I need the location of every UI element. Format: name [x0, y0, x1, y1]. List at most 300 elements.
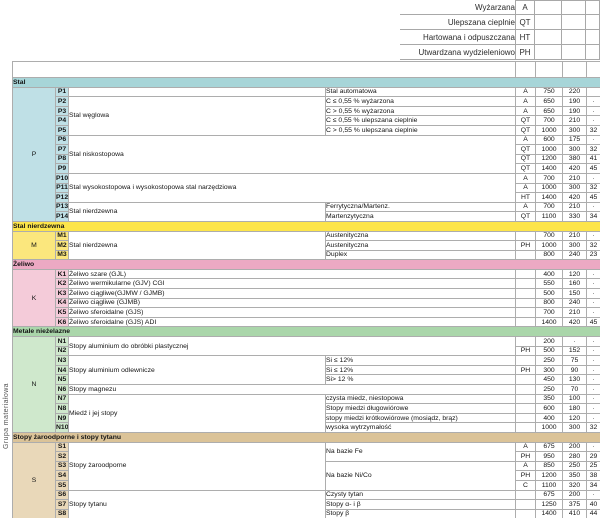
value-cell: ·	[587, 308, 600, 318]
value-cell: ·	[587, 107, 600, 117]
value-cell: 1000	[536, 145, 563, 155]
table-row	[13, 337, 600, 347]
value-cell: 34	[587, 481, 600, 491]
value-cell: 250	[536, 385, 563, 395]
row-code: K4	[56, 299, 69, 309]
value-cell: 700	[536, 203, 563, 213]
value-cell: 41	[587, 155, 600, 165]
value-cell: 300	[563, 184, 587, 194]
table-row	[13, 318, 600, 328]
material-subtype: Stopy β	[326, 510, 516, 518]
table-row	[13, 327, 600, 337]
category-band: Stopy żaroodporne i stopy tytanu	[13, 433, 600, 443]
treatment-code: A	[516, 203, 536, 213]
legend-empty-cell	[535, 30, 562, 45]
treatment-code: PH	[515, 45, 535, 60]
value-cell	[587, 62, 600, 78]
value-cell: 500	[536, 347, 563, 357]
material-subtype: wysoka wytrzymałość	[326, 423, 516, 433]
treatment-code: QT	[516, 164, 536, 174]
value-cell: 500	[536, 289, 563, 299]
value-cell: ·	[587, 203, 600, 213]
group-letter: M	[13, 232, 56, 261]
legend-empty-cell	[586, 45, 600, 60]
row-code: P1	[56, 88, 69, 98]
row-code: P7	[56, 145, 69, 155]
value-cell	[563, 62, 587, 78]
value-cell: 650	[536, 97, 563, 107]
treatment-code	[516, 308, 536, 318]
value-cell: 950	[536, 452, 563, 462]
row-code: P8	[56, 155, 69, 165]
value-cell: 800	[536, 251, 563, 261]
value-cell: 29	[587, 452, 600, 462]
value-cell: ·	[587, 491, 600, 501]
treatment-legend	[400, 0, 600, 60]
material-subtype: Ferrytyczna/Martenz.	[326, 203, 516, 213]
value-cell: 800	[536, 299, 563, 309]
value-cell: 600	[536, 136, 563, 146]
value-cell: 45	[587, 193, 600, 203]
row-code: P14	[56, 213, 69, 221]
value-cell: 700	[536, 174, 563, 184]
category-band: Stal	[13, 78, 600, 88]
row-code: S1	[56, 443, 69, 453]
value-cell: 200	[536, 337, 563, 347]
value-cell: 120	[563, 270, 587, 280]
value-cell: 650	[536, 107, 563, 117]
treatment-code	[516, 337, 536, 347]
treatment-code: QT	[515, 15, 535, 30]
treatment-code: PH	[516, 241, 536, 251]
material-description: Żeliwo szare (GJL)	[69, 270, 516, 280]
treatment-code: PH	[516, 471, 536, 481]
value-cell: ·	[587, 97, 600, 107]
row-code: K3	[56, 289, 69, 299]
treatment-code: A	[516, 184, 536, 194]
value-cell: 32	[587, 184, 600, 194]
treatment-code: A	[516, 88, 536, 98]
value-cell: ·	[587, 443, 600, 453]
treatment-code	[516, 356, 536, 366]
value-cell: ·	[587, 347, 600, 357]
value-cell: 420	[563, 318, 587, 328]
treatment-code	[516, 279, 536, 289]
value-cell: 420	[563, 193, 587, 203]
row-code: P2	[56, 97, 69, 107]
row-code: K6	[56, 318, 69, 328]
treatment-code	[516, 404, 536, 414]
material-description: Żeliwo sferoidalne (GJS)	[69, 308, 516, 318]
value-cell: 1100	[536, 481, 563, 491]
value-cell: ·	[587, 404, 600, 414]
group-letter: P	[13, 88, 56, 222]
table-row	[13, 270, 600, 280]
material-description: Stopy magnezu	[69, 385, 516, 395]
row-code: P11	[56, 184, 68, 192]
row-code: N9	[56, 414, 69, 424]
row-code: N4	[56, 366, 69, 376]
material-description: Żeliwo ciągliwe(GJMW / GJMB)	[69, 289, 516, 299]
value-cell: 1400	[536, 164, 563, 174]
material-subtype: Stopy miedzi długowiórowe	[326, 404, 516, 414]
treatment-code	[516, 414, 536, 424]
row-code: M1	[56, 232, 69, 242]
value-cell: 250	[563, 462, 587, 472]
table-row	[13, 97, 600, 107]
value-cell: ·	[587, 385, 600, 395]
table-row	[13, 289, 600, 299]
value-cell: 1400	[536, 510, 563, 518]
value-cell: 210	[563, 116, 587, 126]
material-subtype: Si ≤ 12%	[326, 366, 516, 376]
value-cell: 210	[563, 174, 587, 184]
treatment-name: Hartowana i odpuszczana	[400, 30, 515, 45]
row-code: N7	[56, 395, 69, 405]
value-cell: 1000	[536, 423, 563, 433]
row-code: S7	[56, 500, 69, 510]
legend-empty-cell	[586, 30, 600, 45]
material-subtype: stopy miedzi krótkowiórowe (mosiądz, brąz)	[326, 414, 516, 424]
value-cell: 75	[563, 356, 587, 366]
value-cell: 250	[536, 356, 563, 366]
treatment-code: HT	[515, 30, 535, 45]
value-cell: 200	[563, 443, 587, 453]
row-code: P10	[56, 174, 69, 182]
material-subtype: Duplex	[326, 251, 516, 261]
value-cell: 400	[536, 270, 563, 280]
table-row	[13, 308, 600, 318]
row-code: K5	[56, 308, 69, 318]
row-code: P5	[56, 126, 69, 136]
treatment-code: C	[516, 481, 536, 491]
treatment-code: PH	[516, 452, 536, 462]
treatment-code	[516, 500, 536, 510]
material-subtype: Si ≤ 12%	[326, 356, 516, 366]
table-row	[13, 433, 600, 443]
value-cell: 330	[563, 212, 587, 222]
material-subtype: Na bazie Ni/Co	[326, 462, 516, 491]
value-cell: 1200	[536, 155, 563, 165]
value-cell: 70	[563, 385, 587, 395]
value-cell: 25	[587, 462, 600, 472]
treatment-code	[516, 318, 536, 328]
treatment-code	[516, 510, 536, 518]
value-cell: 450	[536, 375, 563, 385]
row-code: P13	[56, 203, 69, 211]
material-description: Stopy tytanu	[69, 491, 326, 518]
value-cell: 32	[587, 145, 600, 155]
treatment-code: QT	[516, 145, 536, 155]
group-letter: N	[13, 337, 56, 433]
legend-empty-cell	[535, 15, 562, 30]
legend-empty-cell	[562, 30, 586, 45]
value-cell: 210	[563, 232, 587, 242]
row-code: P6	[56, 136, 69, 146]
legend-empty-cell	[562, 15, 586, 30]
material-subtype: C > 0,55 % wyżarzona	[326, 107, 516, 117]
empty-cell	[13, 62, 516, 78]
material-subtype: Czysty tytan	[326, 491, 516, 501]
value-cell: 300	[563, 145, 587, 155]
table-row	[13, 299, 600, 309]
group-letter: S	[13, 443, 56, 518]
value-cell: 700	[536, 116, 563, 126]
value-cell: ·	[587, 366, 600, 376]
material-description: Stal niskostopowa	[69, 136, 516, 174]
value-cell: ·	[563, 337, 587, 347]
material-description: Stopy żaroodporne	[69, 443, 326, 491]
row-code: S5	[56, 481, 69, 491]
value-cell: 90	[563, 366, 587, 376]
value-cell	[536, 62, 563, 78]
material-description: Miedź i jej stopy	[69, 395, 326, 433]
table-row	[13, 62, 600, 78]
value-cell: 130	[563, 375, 587, 385]
value-cell: 1200	[536, 471, 563, 481]
value-cell: ·	[587, 375, 600, 385]
value-cell: 300	[536, 366, 563, 376]
treatment-code: A	[516, 136, 536, 146]
value-cell: 100	[563, 395, 587, 405]
legend-empty-cell	[535, 45, 562, 60]
material-subtype: czysta miedz, niestopowa	[326, 395, 516, 405]
value-cell: 600	[536, 404, 563, 414]
row-code: S8	[56, 510, 69, 518]
value-cell: 675	[536, 443, 563, 453]
row-code: N5	[56, 375, 69, 385]
row-code: N2	[56, 347, 69, 357]
treatment-code: QT	[516, 155, 536, 165]
material-subtype: Na bazie Fe	[326, 443, 516, 462]
material-description: Stal wysokostopowa i wysokostopowa stal narzędziowa	[69, 174, 516, 203]
value-cell: 32	[587, 126, 600, 136]
table-row	[13, 385, 600, 395]
value-cell: 550	[536, 279, 563, 289]
treatment-name: Utwardzana wydzieleniowo	[400, 45, 515, 60]
treatment-code: A	[516, 462, 536, 472]
value-cell: ·	[587, 270, 600, 280]
legend-empty-cell	[562, 45, 586, 60]
table-row	[13, 491, 600, 501]
material-description: Stal węglowa	[69, 97, 326, 135]
row-code: K2	[56, 279, 69, 289]
treatment-code: QT	[516, 116, 536, 126]
material-description: Stopy aluminium do obróbki plastycznej	[69, 337, 516, 356]
material-description: Stal nierdzewna	[69, 232, 326, 261]
table-row	[13, 78, 600, 88]
row-code: S2	[56, 452, 69, 462]
row-code: M2	[56, 241, 69, 251]
treatment-code: A	[516, 97, 536, 107]
legend-empty-cell	[586, 0, 600, 15]
value-cell	[587, 88, 600, 98]
value-cell: ·	[587, 289, 600, 299]
category-band: Metale nieżelazne	[13, 327, 600, 337]
value-cell: 420	[563, 164, 587, 174]
value-cell: 240	[563, 299, 587, 309]
value-cell: 1100	[536, 212, 563, 222]
value-cell: 23	[587, 251, 600, 261]
category-band: Stal nierdzewna	[13, 222, 600, 232]
value-cell: 220	[563, 88, 587, 98]
treatment-code: QT	[516, 212, 536, 222]
material-subtype: Austenityczna	[326, 232, 516, 242]
value-cell: 410	[563, 510, 587, 518]
value-cell: 1000	[536, 126, 563, 136]
value-cell: 300	[563, 241, 587, 251]
value-cell: ·	[587, 414, 600, 424]
material-description	[69, 88, 326, 98]
group-letter: K	[13, 270, 56, 328]
value-cell: 1400	[536, 318, 563, 328]
value-cell: 1400	[536, 193, 563, 203]
value-cell: 300	[563, 423, 587, 433]
table-row	[13, 395, 600, 405]
value-cell: ·	[587, 299, 600, 309]
treatment-code: QT	[516, 126, 536, 136]
value-cell: ·	[587, 174, 600, 184]
table-row	[13, 136, 600, 146]
value-cell: 152	[563, 347, 587, 357]
value-cell: 120	[563, 414, 587, 424]
table-row	[13, 222, 600, 232]
table-row	[13, 443, 600, 453]
value-cell: 1000	[536, 184, 563, 194]
row-code: S6	[56, 491, 69, 501]
row-code: N10	[56, 424, 69, 432]
value-cell: ·	[587, 356, 600, 366]
treatment-code: A	[516, 443, 536, 453]
value-cell: 210	[563, 203, 587, 213]
value-cell: 850	[536, 462, 563, 472]
value-cell: 700	[536, 232, 563, 242]
group-axis-label: Grupa materiałowa	[3, 383, 10, 449]
value-cell: ·	[587, 116, 600, 126]
value-cell: ·	[587, 395, 600, 405]
treatment-code: PH	[516, 347, 536, 357]
value-cell: 45	[587, 164, 600, 174]
treatment-code: A	[516, 107, 536, 117]
treatment-code	[516, 491, 536, 501]
value-cell: ·	[587, 279, 600, 289]
material-subtype: C > 0,55 % ulepszana cieplnie	[326, 126, 516, 136]
value-cell: 200	[563, 491, 587, 501]
value-cell: 240	[563, 251, 587, 261]
material-subtype: Stal automatowa	[326, 88, 516, 98]
value-cell: 400	[536, 414, 563, 424]
row-code: N8	[56, 404, 69, 414]
value-cell: 700	[536, 308, 563, 318]
value-cell: 750	[536, 88, 563, 98]
value-cell: 160	[563, 279, 587, 289]
row-code: P4	[56, 116, 69, 126]
material-description: Żeliwo sferoidalne (GJS) ADI	[69, 318, 516, 328]
value-cell: 34	[587, 212, 600, 222]
table-row	[13, 356, 600, 366]
value-cell: 675	[536, 491, 563, 501]
row-code: N3	[56, 356, 69, 366]
legend-empty-cell	[586, 15, 600, 30]
value-cell: 190	[563, 97, 587, 107]
treatment-code	[516, 289, 536, 299]
material-description: Stopy aluminium odlewnicze	[69, 356, 326, 385]
treatment-code: A	[516, 174, 536, 184]
treatment-code	[516, 251, 536, 261]
row-code: K1	[56, 270, 69, 280]
table-row	[13, 174, 600, 184]
value-cell: 320	[563, 481, 587, 491]
value-cell: ·	[587, 232, 600, 242]
treatment-name: Wyżarzana	[400, 0, 515, 15]
material-description: Żeliwo wermikularne (GJV) CGI	[69, 279, 516, 289]
value-cell: 350	[563, 471, 587, 481]
value-cell: ·	[587, 337, 600, 347]
material-subtype: Austenityczna	[326, 241, 516, 251]
treatment-code: A	[515, 0, 535, 15]
value-cell: 380	[563, 155, 587, 165]
value-cell: 280	[563, 452, 587, 462]
value-cell: 45	[587, 318, 600, 328]
value-cell: 375	[563, 500, 587, 510]
table-row	[13, 203, 600, 213]
material-subtype: Martenzytyczna	[326, 212, 516, 222]
value-cell: 210	[563, 308, 587, 318]
material-subtype: Si> 12 %	[326, 375, 516, 385]
treatment-code	[516, 62, 536, 78]
value-cell: 190	[563, 107, 587, 117]
value-cell: 150	[563, 289, 587, 299]
treatment-code	[516, 423, 536, 433]
treatment-code	[516, 385, 536, 395]
row-code: P9	[56, 164, 69, 174]
value-cell: 175	[563, 136, 587, 146]
treatment-code: PH	[516, 366, 536, 376]
legend-empty-cell	[535, 0, 562, 15]
material-description: Stal nierdzewna	[69, 203, 326, 222]
value-cell: 1250	[536, 500, 563, 510]
row-code: M3	[56, 251, 69, 261]
value-cell: 1000	[536, 241, 563, 251]
material-table	[12, 61, 600, 518]
table-row	[13, 232, 600, 242]
treatment-code: HT	[516, 193, 536, 203]
treatment-name: Ulepszana cieplnie	[400, 15, 515, 30]
material-description: Żeliwo ciągliwe (GJMB)	[69, 299, 516, 309]
material-subtype: Stopy α- i β	[326, 500, 516, 510]
material-subtype: C ≤ 0,55 % ulepszana cieplnie	[326, 116, 516, 126]
value-cell: 350	[536, 395, 563, 405]
material-subtype: C ≤ 0,55 % wyżarzona	[326, 97, 516, 107]
value-cell: 180	[563, 404, 587, 414]
category-band: Żeliwo	[13, 260, 600, 270]
row-code: N6	[56, 385, 69, 395]
value-cell: 300	[563, 126, 587, 136]
treatment-code	[516, 375, 536, 385]
row-code: N1	[56, 337, 69, 347]
table-row	[13, 260, 600, 270]
value-cell: 38	[587, 471, 600, 481]
table-row	[13, 279, 600, 289]
treatment-code	[516, 270, 536, 280]
treatment-code	[516, 299, 536, 309]
value-cell: 40	[587, 500, 600, 510]
treatment-code	[516, 395, 536, 405]
row-code: S4	[56, 471, 69, 481]
value-cell: 44	[587, 510, 600, 518]
row-code: P12	[56, 193, 69, 201]
value-cell: ·	[587, 136, 600, 146]
